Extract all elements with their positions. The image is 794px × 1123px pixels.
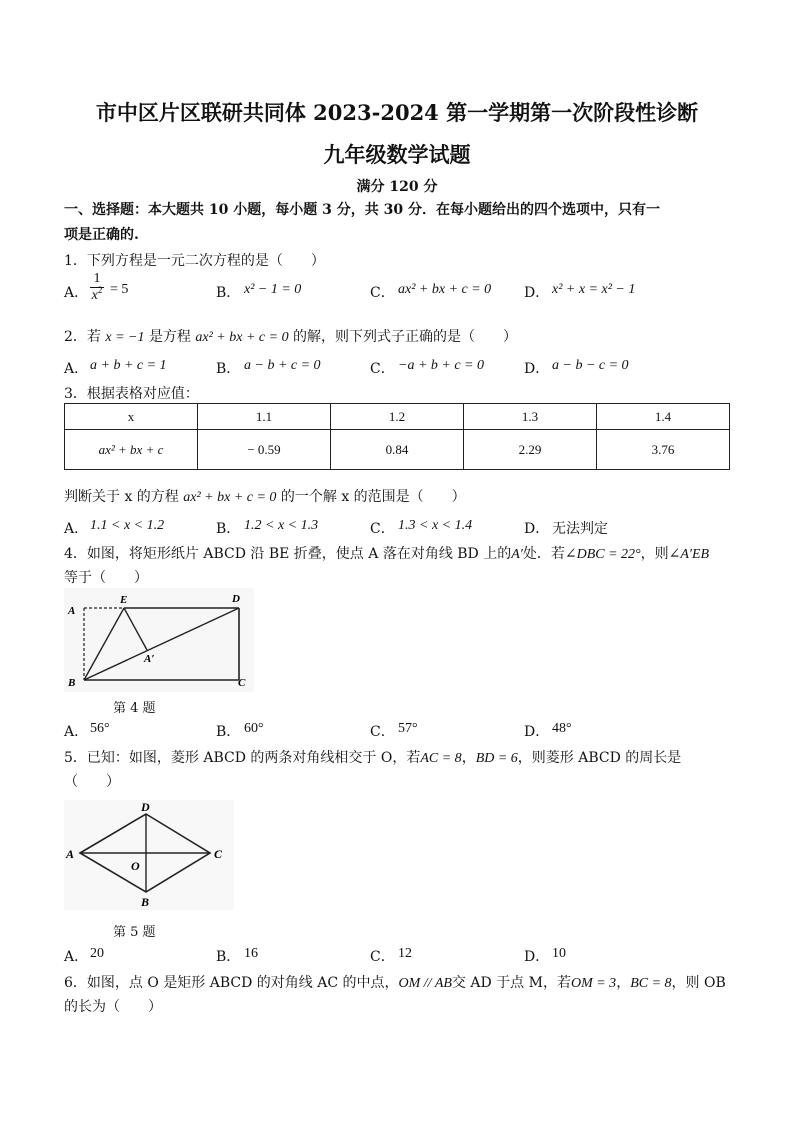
- q5-stem-pre: 5．已知：如图，菱形 ABCD 的两条对角线相交于 O，若: [64, 750, 421, 766]
- q1-option-a-fraction: $\frac{1}{x^2}$: [91, 271, 103, 303]
- q1-option-b-expr: x² − 1 = 0: [244, 282, 302, 297]
- label-o: O: [131, 859, 140, 873]
- label-e: E: [120, 594, 128, 606]
- q3-value-table: [64, 403, 730, 470]
- label-a: A: [66, 847, 75, 861]
- q3-judge: [64, 486, 466, 506]
- q4-stem-mid: 处．若: [522, 546, 565, 562]
- q3-option-a-label: A．: [64, 521, 89, 537]
- table-cell: 3.76: [597, 430, 730, 470]
- q2-option-a-label: A．: [64, 361, 89, 377]
- exam-title: 市中区片区联研共同体 2023-2024 第一学期第一次阶段性诊断: [95, 100, 699, 125]
- q5-option-d-label: D．: [524, 949, 550, 965]
- q1-option-b-label: B．: [216, 285, 241, 301]
- q5-stem-post: ，则菱形 ABCD 的周长是: [517, 750, 682, 766]
- q4-option-a-label: A．: [64, 724, 89, 740]
- q5-option-a-value: 20: [90, 946, 104, 961]
- q2-option-a-expr: a + b + c = 1: [90, 358, 167, 373]
- label-c: C: [238, 677, 246, 689]
- q2-option-b-label: B．: [216, 361, 241, 377]
- q4-stem-point: A′: [511, 547, 523, 562]
- q4-option-b-value: 60°: [244, 721, 264, 736]
- q3-judge-pre: 判断关于 x 的方程: [64, 489, 179, 505]
- q4-stem-pre: 4．如图，将矩形纸片 ABCD 沿 BE 折叠，使点 A 落在对角线 BD 上的: [64, 546, 512, 562]
- q2-stem: [64, 326, 517, 346]
- q5-stem-sep: ，: [461, 750, 476, 766]
- q6-stem-sep: ，: [616, 975, 631, 991]
- label-b: B: [68, 677, 76, 689]
- q4-option-a-value: 56°: [90, 721, 110, 736]
- q5-stem-bd: BD = 6: [475, 751, 518, 766]
- q6-stem-parallel: OM // AB: [398, 976, 452, 991]
- q4-option-c-value: 57°: [398, 721, 418, 736]
- q6-stem-pre: 6．如图，点 O 是矩形 ABCD 的对角线 AC 的中点，: [64, 975, 399, 991]
- q2-option-c-label: C．: [370, 361, 395, 377]
- q4-figure-caption: 第 4 题: [113, 701, 156, 716]
- q4-stem-mid2: ，则: [640, 546, 669, 562]
- table-cell: ax² + bx + c: [65, 430, 198, 470]
- q3-judge-equation: ax² + bx + c = 0: [183, 490, 277, 505]
- q4-option-d-value: 48°: [552, 721, 572, 736]
- q1-option-a-label: A．: [64, 285, 89, 301]
- q1-option-a-numerator: 1: [90, 271, 104, 288]
- section-heading-line2: 项是正确的.: [64, 227, 139, 243]
- q5-figure-caption: 第 5 题: [113, 925, 156, 940]
- q5-option-a-label: A．: [64, 949, 89, 965]
- q3-option-b-label: B．: [216, 521, 241, 537]
- q2-option-d-label: D．: [524, 361, 550, 377]
- table-cell: 1.3: [464, 404, 597, 430]
- section-heading-line1: 一、选择题：本大题共 10 小题，每小题 3 分，共 30 分．在每小题给出的四个选项中，只有一: [64, 202, 660, 218]
- q5-option-c-label: C．: [370, 949, 395, 965]
- q1-option-c-expr: ax² + bx + c = 0: [398, 282, 492, 297]
- q2-option-c-expr: −a + b + c = 0: [398, 358, 485, 373]
- q6-stem-om: OM = 3: [570, 976, 617, 991]
- q4-rectangle-fold-figure: [64, 588, 254, 692]
- q5-option-b-label: B．: [216, 949, 241, 965]
- table-cell: 2.29: [464, 430, 597, 470]
- label-c: C: [214, 847, 223, 861]
- q5-option-b-value: 16: [244, 946, 258, 961]
- q5-stem-ac: AC = 8: [420, 751, 462, 766]
- q5-option-c-value: 12: [398, 946, 412, 961]
- label-d: D: [141, 800, 150, 814]
- q3-option-d-text: 无法判定: [552, 521, 608, 537]
- q4-stem-angle2: ∠A′EB: [668, 547, 710, 562]
- q4-option-b-label: B．: [216, 724, 241, 740]
- q1-option-c-label: C．: [370, 285, 395, 301]
- q6-stem-mid: 交 AD 于点 M，若: [451, 975, 571, 991]
- q3-judge-post: 的一个解 x 的范围是（ ）: [280, 489, 466, 505]
- label-d: D: [232, 593, 240, 605]
- q4-stem-line2: 等于（ ）: [64, 570, 148, 586]
- q3-option-d-label: D．: [524, 521, 550, 537]
- q3-stem: 3．根据表格对应值：: [64, 386, 199, 402]
- label-a: A: [68, 605, 76, 617]
- exam-subtitle: 九年级数学试题: [323, 142, 471, 167]
- q5-stem-line1: [64, 747, 681, 767]
- table-cell: 1.1: [198, 404, 331, 430]
- q2-stem-equation: ax² + bx + c = 0: [195, 330, 289, 345]
- q1-option-a-rest: = 5: [110, 282, 129, 297]
- q6-stem-line1: [64, 972, 726, 992]
- q2-stem-post: 的解，则下列式子正确的是（ ）: [293, 329, 518, 345]
- q6-stem-bc: BC = 8: [630, 976, 672, 991]
- table-cell: 0.84: [331, 430, 464, 470]
- q5-rhombus-figure: [64, 800, 234, 910]
- q2-stem-mid: 是方程: [148, 329, 191, 345]
- label-a-prime: A′: [144, 653, 155, 665]
- label-b: B: [141, 895, 150, 909]
- q1-option-d-label: D．: [524, 285, 550, 301]
- q5-option-d-value: 10: [552, 946, 566, 961]
- q1-stem: 1．下列方程是一元二次方程的是（ ）: [64, 253, 325, 269]
- q4-option-d-label: D．: [524, 724, 550, 740]
- q4-stem-line1: [64, 543, 709, 563]
- q4-stem-angle1: ∠DBC = 22°: [564, 547, 641, 562]
- q4-option-c-label: C．: [370, 724, 395, 740]
- full-score: 满分 120 分: [356, 179, 438, 195]
- q3-option-c-label: C．: [370, 521, 395, 537]
- q1-option-d-expr: x² + x = x² − 1: [552, 282, 636, 297]
- q2-stem-pre: 2．若: [64, 329, 101, 345]
- q3-option-a-expr: 1.1 < x < 1.2: [90, 518, 165, 533]
- q6-stem-line2: 的长为（ ）: [64, 999, 162, 1015]
- q2-option-b-expr: a − b + c = 0: [244, 358, 321, 373]
- q2-stem-condition: x = −1: [105, 330, 145, 345]
- q2-option-d-expr: a − b − c = 0: [552, 358, 629, 373]
- table-cell: 1.2: [331, 404, 464, 430]
- q1-option-a-denominator: x: [91, 288, 98, 303]
- q6-stem-post: ，则 OB: [671, 975, 726, 991]
- table-cell: x: [65, 404, 198, 430]
- q5-stem-line2: （ ）: [64, 774, 120, 790]
- table-row: [65, 430, 730, 470]
- q3-option-b-expr: 1.2 < x < 1.3: [244, 518, 319, 533]
- table-row: [65, 404, 730, 430]
- table-cell: 1.4: [597, 404, 730, 430]
- table-cell: − 0.59: [198, 430, 331, 470]
- q3-option-c-expr: 1.3 < x < 1.4: [398, 518, 473, 533]
